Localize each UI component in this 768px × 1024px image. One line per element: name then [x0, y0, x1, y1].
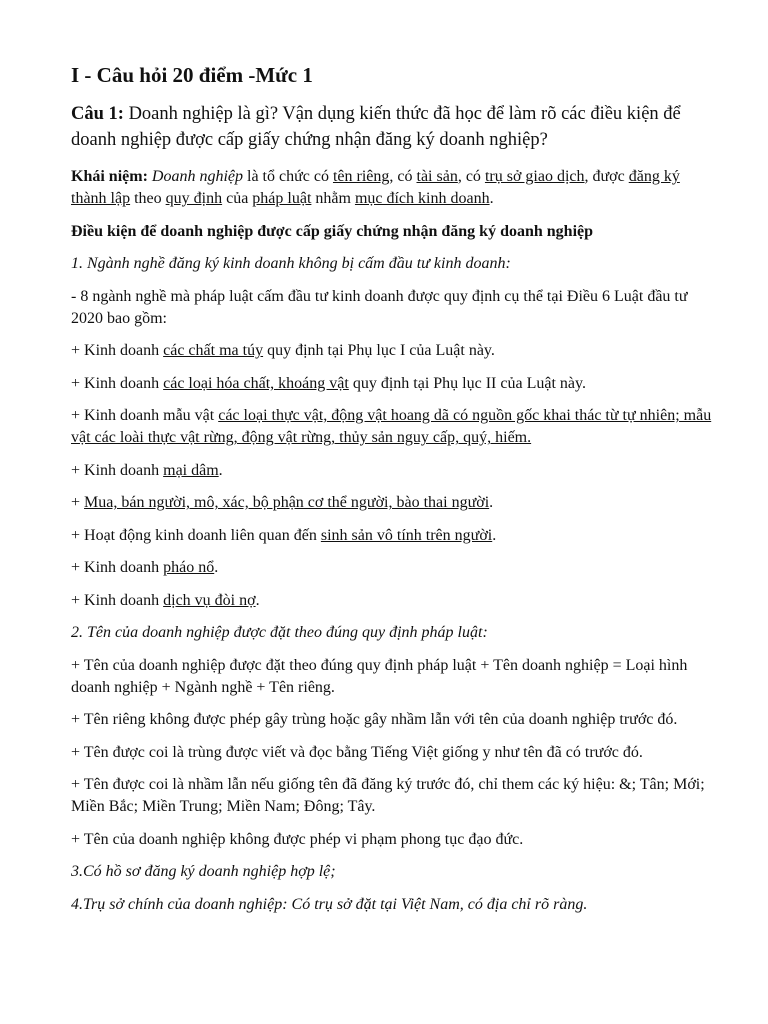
item-post: quy định tại Phụ lục II của Luật này.: [348, 374, 586, 392]
list-item: [71, 492, 712, 514]
concept-underlined: quy định: [165, 190, 223, 208]
section1-intro: - 8 ngành nghề mà pháp luật cấm đầu tư kinh doanh được quy định cụ thể tại Điều 6 Luật đầu tư 2020 bao gồm:: [71, 287, 688, 327]
concept-text: , có: [457, 168, 485, 186]
item-pre: + Kinh doanh: [71, 342, 164, 360]
section2-title: 2. Tên của doanh nghiệp được đặt theo đúng quy định pháp luật:: [71, 624, 488, 642]
section3-title: 3.Có hồ sơ đăng ký doanh nghiệp hợp lệ;: [71, 863, 336, 881]
item-pre: + Kinh doanh: [71, 461, 164, 479]
concept-text: .: [489, 190, 494, 208]
item-underlined: dịch vụ đòi nợ: [163, 591, 256, 609]
item-pre: + Hoạt động kinh doanh liên quan đến: [71, 526, 321, 544]
item-underlined: mại dâm: [163, 461, 219, 479]
item-underlined: Mua, bán người, mô, xác, bộ phận cơ thể người, bào thai người: [84, 494, 490, 512]
item-post: quy định tại Phụ lục I của Luật này.: [263, 342, 495, 360]
section1-title: 1. Ngành nghề đăng ký kinh doanh không bị cấm đầu tư kinh doanh:: [71, 255, 511, 273]
section4-title: 4.Trụ sở chính của doanh nghiệp: Có trụ sở đặt tại Việt Nam, có địa chỉ rõ ràng.: [71, 895, 588, 913]
concept-underlined: tài sản: [416, 168, 458, 186]
concept-underlined: mục đích kinh doanh: [354, 190, 490, 208]
item-post: .: [489, 494, 494, 512]
concept-paragraph: [71, 166, 712, 210]
concept-underlined: đăng ký thành lập: [71, 168, 680, 208]
item-pre: + Kinh doanh: [71, 591, 164, 609]
list-item: + Tên của doanh nghiệp không được phép vi phạm phong tục đạo đức.: [71, 830, 524, 848]
item-underlined: các loại thực vật, động vật hoang dã có nguồn gốc khai thác từ tự nhiên; mẫu vật các loài thực vật rừng, động vật rừng, thủy sản nguy cấp, quý, hiếm.: [71, 407, 712, 447]
list-item: [71, 460, 712, 482]
item-underlined: pháo nổ: [163, 559, 215, 577]
item-pre: +: [71, 494, 85, 512]
list-item: [71, 557, 712, 579]
question-label: Câu 1:: [71, 104, 124, 125]
concept-underlined: trụ sở giao dịch: [484, 168, 585, 186]
conditions-heading: Điều kiện để doanh nghiệp được cấp giấy chứng nhận đăng ký doanh nghiệp: [71, 222, 594, 240]
concept-text: , có: [389, 168, 417, 186]
item-underlined: các loại hóa chất, khoáng vật: [163, 374, 349, 392]
list-item: [71, 340, 712, 362]
item-post: .: [214, 559, 219, 577]
list-item: + Tên được coi là trùng được viết và đọc bằng Tiếng Việt giống y như tên đã có trước đó.: [71, 743, 643, 761]
item-underlined: các chất ma túy: [163, 342, 264, 360]
concept-label: Khái niệm:: [71, 168, 148, 186]
list-item: + Tên của doanh nghiệp được đặt theo đúng quy định pháp luật + Tên doanh nghiệp = Loại hình doanh nghiệp + Ngành nghề + Tên riêng.: [71, 656, 688, 696]
item-underlined: sinh sản vô tính trên người: [320, 526, 493, 544]
concept-text: theo: [130, 190, 166, 208]
item-pre: + Kinh doanh mẫu vật: [71, 407, 219, 425]
concept-text: , được: [584, 168, 629, 186]
section-heading: I - Câu hỏi 20 điểm -Mức 1: [71, 63, 313, 87]
list-item: [71, 525, 712, 547]
list-item: [71, 373, 712, 395]
item-post: .: [255, 591, 260, 609]
concept-term: Doanh nghiệp: [151, 168, 243, 186]
question-text: Doanh nghiệp là gì? Vận dụng kiến thức đã học để làm rõ các điều kiện để doanh nghiệp được cấp giấy chứng nhận đăng ký doanh nghiệp?: [71, 104, 681, 151]
item-pre: + Kinh doanh: [71, 374, 164, 392]
question-paragraph: [71, 101, 712, 153]
list-item: [71, 405, 712, 449]
list-item: + Tên riêng không được phép gây trùng hoặc gây nhầm lẫn với tên của doanh nghiệp trước đó.: [71, 711, 678, 729]
concept-underlined: tên riêng: [332, 168, 390, 186]
list-item: + Tên được coi là nhầm lẫn nếu giống tên đã đăng ký trước đó, chỉ them các ký hiệu: &; Tân; Mới; Miền Bắc; Miền Trung; Miền Nam; Đông; Tây.: [71, 776, 705, 816]
item-post: .: [492, 526, 497, 544]
concept-text: của: [222, 190, 253, 208]
concept-underlined: pháp luật: [252, 190, 312, 208]
concept-text: là tổ chức có: [243, 168, 333, 186]
item-post: .: [218, 461, 223, 479]
list-item: [71, 590, 712, 612]
item-pre: + Kinh doanh: [71, 559, 164, 577]
concept-text: nhằm: [311, 190, 355, 208]
